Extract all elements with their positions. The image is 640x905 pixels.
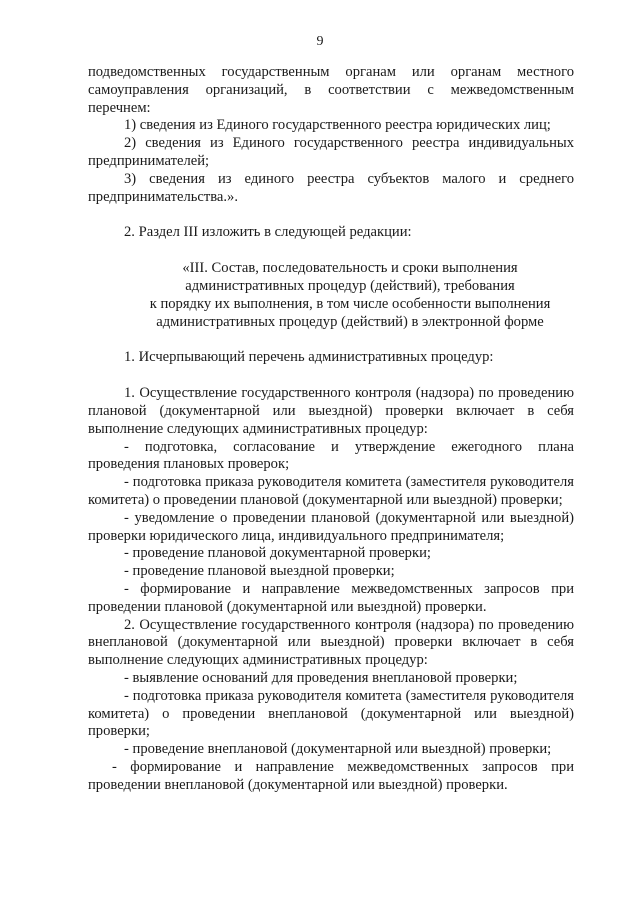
dash-item: - проведение плановой документарной проверки; (124, 545, 431, 562)
section-heading-line: административных процедур (действий), требования (185, 277, 515, 294)
dash-item: - выявление оснований для проведения внеплановой проверки; (124, 669, 518, 686)
dash-item: - подготовка приказа руководителя комитета (заместителя руководителя комитета) о проведении плановой (документарной или выездной) проверки; (88, 474, 574, 508)
section-heading-line: «III. Состав, последовательность и сроки выполнения (182, 260, 518, 277)
section-heading-line: административных процедур (действий) в электронной форме (156, 313, 544, 330)
page-number: 9 (316, 34, 324, 49)
dash-item: - проведение внеплановой (документарной или выездной) проверки; (124, 741, 552, 758)
paragraph-point-2: 2. Осуществление государственного контроля (надзора) по проведению внеплановой (документарной или выездной) проверки включает в себя выполнение следующих административных процедур: (88, 616, 574, 669)
section-instruction: 2. Раздел III изложить в следующей редакции: (124, 224, 412, 241)
dash-item: - подготовка приказа руководителя комитета (заместителя руководителя комитета) о проведении внеплановой (документарной или выездной) проверки; (88, 687, 574, 740)
list-item-msp-registry: 3) сведения из единого реестра субъектов малого и среднего предпринимательства.». (88, 170, 574, 205)
list-item-egrip: 2) сведения из Единого государственного реестра индивидуальных предпринимателей; (88, 135, 574, 169)
dash-item: - подготовка, согласование и утверждение ежегодного плана проведения плановых проверок; (88, 438, 574, 473)
dash-item: - уведомление о проведении плановой (документарной или выездной) проверки юридического лица, индивидуального предпринимателя; (88, 509, 574, 544)
dash-item: - проведение плановой выездной проверки; (124, 563, 395, 580)
section-heading (88, 260, 574, 331)
paragraph-point-1: 1. Осуществление государственного контроля (надзора) по проведению плановой (документарной или выездной) проверки включает в себя выполнение следующих административных процедур: (88, 385, 574, 437)
dash-item: - формирование и направление межведомственных запросов при проведении плановой (документарной или выездной) проверки. (88, 580, 574, 615)
document-body (88, 64, 574, 794)
dash-item: - формирование и направление межведомственных запросов при проведении внеплановой (документарной или выездной) проверки. (88, 758, 574, 793)
list-item-egrul: 1) сведения из Единого государственного реестра юридических лиц; (124, 117, 551, 134)
section-heading-line: к порядку их выполнения, в том числе особенности выполнения (149, 295, 551, 312)
paragraph-intro: подведомственных государственным органам или органам местного самоуправления организаций, в соответствии с межведомственным перечнем: (88, 64, 574, 116)
procedures-list-title: 1. Исчерпывающий перечень административных процедур: (124, 349, 494, 366)
